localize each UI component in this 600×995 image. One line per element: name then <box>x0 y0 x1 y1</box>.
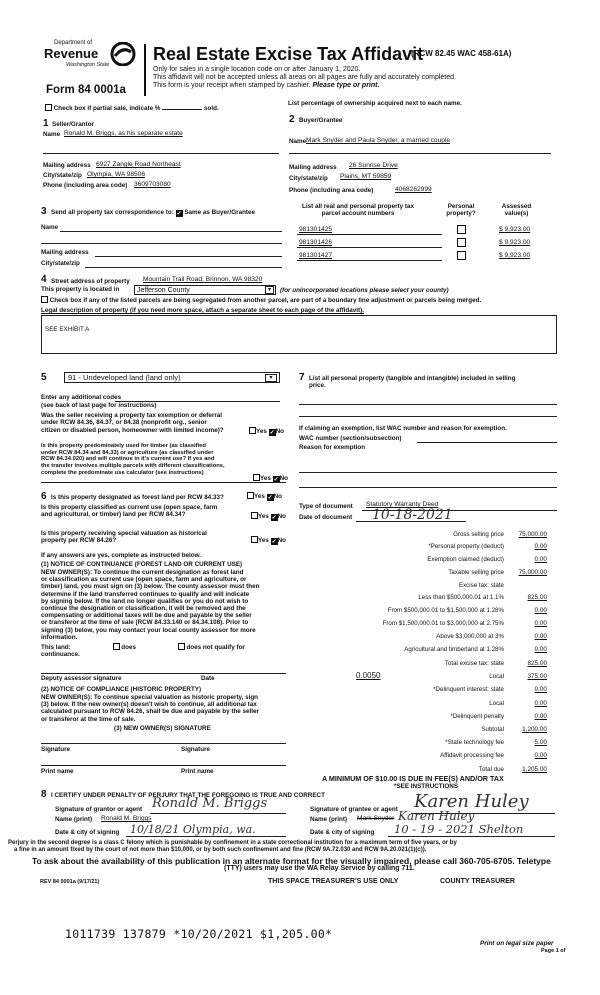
seller-city-label: City/state/zip <box>43 172 82 179</box>
owner-signature-label: Signature <box>41 746 71 753</box>
alt-format-line: To ask about the availability of this publication in an alternate format for the visually impaired, please call 360-705-6705. Teletype <box>32 856 551 866</box>
tax-label: *Personal property (deduct) <box>428 543 504 550</box>
tax-label: Affidavit processing fee <box>440 752 504 759</box>
tax-value[interactable]: 75,000.00 <box>518 531 547 538</box>
deputy-sig-label: Deputy assessor signature <box>41 675 122 682</box>
grantee-signature[interactable]: Karen Huley <box>414 791 529 812</box>
perjury-line1: Perjury in the second degree is a class C felony which is punishable by confinement in a state correctional institution for a maximum term of five years, or by <box>8 840 457 846</box>
buyer-city-label: City/state/zip <box>289 175 328 182</box>
use-code-select[interactable] <box>64 372 280 383</box>
tax-value[interactable]: 0.00 <box>534 752 547 759</box>
legal-description: SEE EXHIBIT A <box>45 326 90 333</box>
tax-label: Total due <box>478 766 504 773</box>
dept-line3: Washington State <box>66 62 110 68</box>
wac-number-label: WAC number (section/subsection) <box>299 435 402 442</box>
header-note2: This affidavit will not be accepted unless all areas on all pages are fully and accurately completed. <box>153 74 456 81</box>
grantee-date-label: Date & city of signing <box>310 829 375 836</box>
chevron-down-icon: ▾ <box>265 374 277 382</box>
timber-no-checkbox[interactable]: ✓ <box>273 477 279 483</box>
legal-description-box[interactable] <box>41 315 557 354</box>
seller-name-label: Name <box>43 131 61 138</box>
forest-yes-checkbox[interactable] <box>247 492 254 499</box>
parcel-number[interactable]: 981301426 <box>299 239 333 246</box>
segregated-row <box>41 296 481 304</box>
form-rcw: (RCW 82.45 WAC 458-61A) <box>411 49 512 58</box>
timber-yes-no: Yes ✓No <box>253 474 288 483</box>
partial-sale-row <box>45 104 219 112</box>
treasurer-space-label: THIS SPACE TREASURER'S USE ONLY <box>268 878 399 885</box>
addl-codes-label: Enter any additional codes <box>41 394 122 401</box>
owner-print-name-label-2: Print name <box>181 768 214 775</box>
grantee-date-city[interactable]: 10 - 19 - 2021 Shelton <box>394 822 524 836</box>
revision-label: REV 84 0001a (9/17/21) <box>40 879 100 885</box>
parcel-number[interactable]: 981301427 <box>299 252 333 259</box>
notice2-body: NEW OWNER(S): To continue special valuation as historic property, sign (3) below. If the new owner(s) doesn't wish to continue, all additional tax calculated pursuant to RCW 84.26, shall be due and payable by the seller or transferor at the time of sale. <box>41 694 260 723</box>
exemption-yes-no: Yes ✓No <box>249 427 284 436</box>
tax-value[interactable]: 0.00 <box>534 556 547 563</box>
parcel-row <box>297 251 557 262</box>
current-use-yes-no: Yes ✓No <box>251 512 286 521</box>
doc-type[interactable]: Statutory Warranty Deed <box>366 501 439 508</box>
tax-value[interactable]: 825.00 <box>527 594 547 601</box>
tax-label: Local <box>489 673 504 680</box>
tax-label: Less than $500,000.01 at 1.1% <box>418 594 504 601</box>
tax-value[interactable]: 0.00 <box>534 620 547 627</box>
tax-label: From $500,000.01 to $1,500,000 at 1.28% <box>387 607 504 614</box>
unincorporated-note: (for unincorporated locations please select your county) <box>280 287 449 294</box>
header-divider <box>144 44 146 96</box>
tax-value[interactable]: 0.00 <box>534 607 547 614</box>
section3-city-label: City/state/zip <box>41 260 80 267</box>
located-label: This property is located in <box>41 286 120 293</box>
tax-value[interactable]: 0.00 <box>534 646 547 653</box>
partial-sale-label: Check box if partial sale, indicate % <box>53 105 161 112</box>
tax-label: Taxable selling price <box>448 569 504 576</box>
list-percentage-note: List percentage of ownership acquired next to each name. <box>288 100 462 107</box>
parcel-col3-header: Assessed value(s) <box>501 203 532 218</box>
tax-label: *Delinquent penalty <box>450 713 504 720</box>
forest-question: Is this property designated as forest land per RCW 84.33? <box>51 494 224 501</box>
tax-value[interactable]: 0.00 <box>534 700 547 707</box>
dept-line1: Department of <box>54 40 93 46</box>
tty-line: (TTY) users may use the WA Relay Service by calling 711. <box>224 865 415 872</box>
section1-number: 1 <box>43 118 49 129</box>
historic-yes-checkbox[interactable] <box>251 536 258 543</box>
section4-number: 4 <box>41 274 47 285</box>
historic-question: Is this property receiving special valuation as historical property per RCW 84.26? <box>41 530 207 545</box>
see-back-label: (see back of last page for instructions) <box>41 402 157 409</box>
buyer-mail[interactable]: 26 Sunrise Drive <box>349 162 398 169</box>
deputy-date-label: Date <box>201 675 215 682</box>
partial-sale-checkbox[interactable] <box>45 104 52 111</box>
owner-print-name-label: Print name <box>41 768 74 775</box>
buyer-phone[interactable]: 4068262999 <box>395 186 432 193</box>
grantor-signature[interactable]: Ronald M. Briggs <box>152 796 268 811</box>
current-use-no-checkbox[interactable]: ✓ <box>271 515 277 521</box>
forest-no-checkbox[interactable]: ✓ <box>267 495 273 501</box>
exemption-yes-checkbox[interactable] <box>249 427 256 434</box>
perjury-line2: a fine in an amount fixed by the court of not more than $10,000, or by both such confinement and fine (RCW 9A.72.030 and RCW 9A.20.021(1)(c)). <box>14 847 427 853</box>
tax-label: Total excise tax: state <box>444 660 504 667</box>
local-rate[interactable]: 0.0050 <box>356 671 381 680</box>
tax-label: *Delinquent interest: state <box>433 686 504 693</box>
personal-property-checkbox[interactable] <box>457 225 466 234</box>
tax-label: Agricultural and timberland at 1.28% <box>404 646 504 653</box>
section5-number: 5 <box>41 372 47 383</box>
buyer-phone-label: Phone (including area code) <box>289 187 374 194</box>
section8-number: 8 <box>41 789 47 800</box>
timber-yes-checkbox[interactable] <box>253 474 260 481</box>
grantor-date-label: Date & city of signing <box>55 829 120 836</box>
assessed-value[interactable]: $ 9,923.00 <box>499 252 531 259</box>
minimum-due-note: A MINIMUM OF $10.00 IS DUE IN FEE(S) AND/OR TAX <box>322 774 504 783</box>
partial-sale-suffix: sold. <box>203 105 219 112</box>
tax-label: Above $3,000,000 at 3% <box>436 633 504 640</box>
if-yes-note: If any answers are yes, complete as instructed below. <box>41 552 202 559</box>
section3-name-label: Name <box>41 224 59 231</box>
section2-number: 2 <box>289 114 295 125</box>
form-title: Real Estate Excise Tax Affidavit <box>153 44 424 64</box>
seller-mail-label: Mailing address <box>43 162 91 169</box>
notice1-body: NEW OWNER(S): To continue the current designation as forest land or classification as current use (open space, farm and agriculture, or timber) land, you must sign on (3) below. The county assessor must then determine if the land transferred continues to qualify and will indicate by signing below. If the land no longer qualifies or you do not wish to continue the designation or classification, it will be removed and the compensating or additional taxes will be due and payable by the seller or transferor at the time of sale (RCW 84.33.140 or 84.34.108). Prior to signing (3) below, you may contact your local county assessor for more information. <box>41 569 260 641</box>
section3-label: Send all property tax correspondence to: ✓ Same as Buyer/Grantee <box>51 209 256 217</box>
grantor-name-label: Name (print) <box>55 816 93 823</box>
legal-desc-label: Legal description of property (if you need more space, attach a separate sheet to each page of the affidavit). <box>41 307 364 314</box>
parcel-number[interactable]: 981301425 <box>299 226 333 233</box>
seller-mail[interactable]: 6927 Zangle Road Northeast <box>96 161 181 168</box>
timber-question: Is this property predominately used for timber (as classified under RCW 84.34 and 84.33) or agriculture (as classified under RCW 84.34.020) and will continue in it's current use? If yes and the transfer involves multiple parcels with different classifications, complete the predominate use calculator (see instructions) <box>41 443 225 476</box>
tax-value[interactable]: 1,200.00 <box>522 726 547 733</box>
segregated-checkbox[interactable] <box>41 296 48 303</box>
personal-property-checkbox[interactable] <box>457 251 466 260</box>
new-owner-sig-title: (3) NEW OWNER(S) SIGNATURE <box>114 725 211 732</box>
this-land-row: This land: does does not qualify for <box>41 644 245 651</box>
parcel-col2-header: Personal property? <box>446 203 476 218</box>
forest-yes-no: Yes ✓No <box>247 492 282 501</box>
receipt-stamp: 1011739 137879 *10/20/2021 $1,205.00* <box>65 927 333 941</box>
grantee-sig-label: Signature of grantee or agent <box>310 806 398 813</box>
buyer-city[interactable]: Plains, MT 59859 <box>340 173 392 180</box>
street-address[interactable]: Mountain Trail Road, Brinnon, WA 98320 <box>143 276 263 283</box>
exemption-no-checkbox[interactable]: ✓ <box>269 430 275 436</box>
certify-statement: I CERTIFY UNDER PENALTY OF PERJURY THAT THE FOREGOING IS TRUE AND CORRECT <box>51 792 325 799</box>
tax-label: Exemption claimed (deduct) <box>427 556 504 563</box>
grantor-name[interactable]: Ronald M. Briggs <box>101 815 152 822</box>
notice2-title: (2) NOTICE OF COMPLIANCE (HISTORIC PROPERTY) <box>41 686 202 693</box>
parcel-row <box>297 238 557 249</box>
buyer-name-label: Name <box>289 138 307 145</box>
buyer-mail-label: Mailing address <box>289 164 337 171</box>
historic-yes-no: Yes ✓No <box>251 536 286 545</box>
section7-number: 7 <box>299 372 305 383</box>
owner-signature-label-2: Signature <box>181 746 211 753</box>
historic-no-checkbox[interactable]: ✓ <box>271 539 277 545</box>
continuance-label: continuance. <box>41 651 80 658</box>
form-number: Form 84 0001a <box>46 84 126 96</box>
header-note3: This form is your receipt when stamped by cashier. Please type or print. <box>153 82 380 89</box>
tax-value[interactable]: 1,205.00 <box>522 766 547 773</box>
grantor-sig-label: Signature of grantor or agent <box>55 806 143 813</box>
current-use-yes-checkbox[interactable] <box>251 512 258 519</box>
grantee-name[interactable]: Mark Snyder <box>357 815 395 822</box>
tax-label: Gross selling price <box>453 531 504 538</box>
buyer-heading: Buyer/Grantee <box>299 117 343 124</box>
does-checkbox[interactable] <box>113 643 120 650</box>
dor-logo <box>44 40 139 74</box>
exemption-reason-label: Reason for exemption <box>299 444 366 451</box>
segregated-label: Check box if any of the listed parcels are being segregated from another parcel, are part of a boundary line adjustment or parcels being merged. <box>49 297 482 304</box>
chevron-down-icon: ▾ <box>265 286 274 294</box>
parcel-col1-header: List all real and personal property tax parcel account numbers <box>302 203 414 218</box>
tax-value[interactable]: 825.00 <box>527 660 547 667</box>
section3-number: 3 <box>41 206 47 217</box>
same-as-buyer-checkbox[interactable]: ✓ <box>176 211 182 217</box>
street-label: Street address of property <box>51 278 130 285</box>
grantee-name-handwritten[interactable]: Karen Huley <box>398 809 475 823</box>
exemption-claim-label: If claiming an exemption, list WAC number and reason for exemption. <box>299 425 507 432</box>
tax-value[interactable]: 0.00 <box>534 686 547 693</box>
personal-property-checkbox[interactable] <box>457 238 466 247</box>
personal-property-label: List all personal property (tangible and intangible) included in selling price. <box>309 375 516 390</box>
assessed-value[interactable]: $ 9,923.00 <box>499 239 531 246</box>
doc-type-label: Type of document <box>299 503 353 510</box>
buyer-name[interactable]: Mark Snyder and Paula Snyder, a married couple <box>306 137 451 144</box>
tax-label: Local <box>489 700 504 707</box>
county-select[interactable] <box>134 285 276 295</box>
page-number: Page 1 of <box>541 948 566 954</box>
tax-label: Excise tax: state <box>458 582 504 589</box>
county-value: Jefferson County <box>137 287 190 294</box>
use-code-value: 91 - Undeveloped land (land only) <box>68 373 181 382</box>
exemption-question: Was the seller receiving a property tax exemption or deferral under RCW 84.36, 84.37, or 84.38 (nonprofit org., senior citizen or disabled person, homeowner with limited income)? <box>41 412 224 434</box>
grantee-name-label: Name (print) <box>310 816 348 823</box>
tax-label: From $1,500,000.01 to $3,000,000 at 2.75% <box>382 620 504 627</box>
notice1-title: (1) NOTICE OF CONTINUANCE (FOREST LAND OR CURRENT USE) <box>41 561 243 568</box>
current-use-question: Is this property classified as current use (open space, farm and agricultural, or timber) land per RCW 84.34? <box>41 504 218 519</box>
tax-value[interactable]: 375.00 <box>527 673 547 680</box>
seller-city[interactable]: Olympia, WA 98506 <box>87 171 146 178</box>
dept-line2: Revenue <box>44 46 99 61</box>
doc-date[interactable]: 10-18-2021 <box>372 507 453 523</box>
tax-value[interactable]: 0.00 <box>534 543 547 550</box>
legal-paper-note: Print on legal size paper <box>480 940 554 947</box>
tax-value[interactable]: 5.00 <box>534 739 547 746</box>
see-instructions-note: *SEE INSTRUCTIONS <box>394 783 459 790</box>
dor-swirl-icon <box>110 42 136 66</box>
county-treasurer-label: COUNTY TREASURER <box>440 878 515 885</box>
tax-value[interactable]: 0.00 <box>534 713 547 720</box>
tax-value[interactable]: 0.00 <box>534 633 547 640</box>
seller-phone-label: Phone (including area code) <box>43 182 128 189</box>
seller-name[interactable]: Ronald M. Briggs, as his separate estate <box>64 130 183 137</box>
assessed-value[interactable]: $ 9,923.00 <box>499 226 531 233</box>
section6-number: 6 <box>41 491 47 502</box>
section3-mail-label: Mailing address <box>41 249 89 256</box>
grantor-date-city[interactable]: 10/18/21 Olympia, wa. <box>130 823 256 836</box>
tax-label: Subtotal <box>481 726 504 733</box>
parcel-row <box>297 225 557 236</box>
tax-label: *State technology fee <box>445 739 504 746</box>
does-not-checkbox[interactable] <box>178 643 185 650</box>
seller-phone[interactable]: 3609703080 <box>134 181 171 188</box>
tax-value[interactable]: 75,000.00 <box>518 569 547 576</box>
seller-heading: Seller/Grantor <box>52 121 94 128</box>
header-note1: Only for sales in a single location code on or after January 1, 2020. <box>153 66 361 73</box>
doc-date-label: Date of document <box>299 514 353 521</box>
